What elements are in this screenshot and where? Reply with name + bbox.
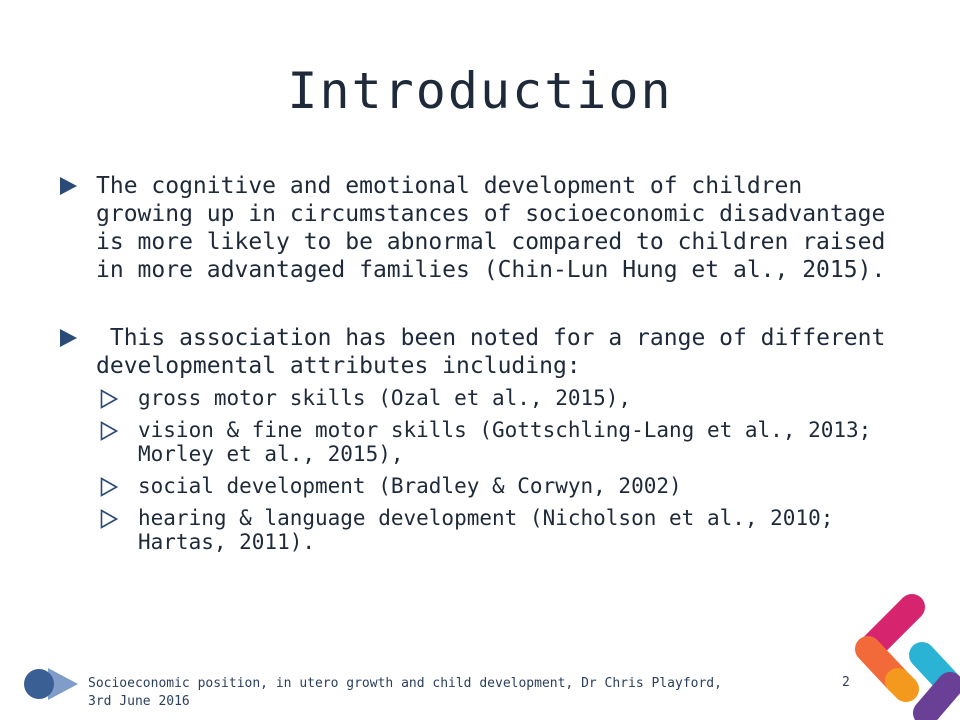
sub-bullet-3-text: social development (Bradley & Corwyn, 2002) — [138, 474, 682, 498]
bullet-arrow-icon — [60, 177, 77, 195]
slide-content — [60, 172, 900, 562]
outline-arrow-icon — [100, 389, 118, 409]
sub-bullet-1 — [100, 386, 900, 410]
sub-bullet-2-text: vision & fine motor skills (Gottschling-Lang et al., 2013; Morley et al., 2015), — [138, 418, 872, 466]
bullet-1-text: The cognitive and emotional development of children growing up in circumstances of socioeconomic disadvantage is more likely to be abnormal compared to children raised in more advantaged families (Chin-Lun Hung et al., 2015). — [96, 173, 886, 283]
slide-title: Introduction — [287, 62, 673, 120]
sub-bullet-list — [100, 386, 900, 554]
bullet-2 — [60, 324, 900, 380]
slide-footer: Socioeconomic position, in utero growth and child development, Dr Chris Playford, 3rd June 2016 — [88, 676, 722, 709]
sub-bullet-2 — [100, 418, 900, 466]
bullet-2-text: This association has been noted for a range of different developmental attributes including: — [96, 325, 900, 379]
outline-arrow-icon — [100, 509, 118, 529]
bullet-arrow-icon — [60, 329, 77, 347]
brand-logo-left-icon — [20, 664, 80, 704]
outline-arrow-icon — [100, 477, 118, 497]
sub-bullet-4-text: hearing & language development (Nicholson et al., 2010; Hartas, 2011). — [138, 506, 834, 554]
page-number: 2 — [842, 675, 850, 690]
brand-logo-right-icon — [840, 585, 960, 720]
sub-bullet-3 — [100, 474, 900, 498]
sub-bullet-1-text: gross motor skills (Ozal et al., 2015), — [138, 386, 632, 410]
bullet-1 — [60, 172, 900, 284]
sub-bullet-4 — [100, 506, 900, 554]
outline-arrow-icon — [100, 421, 118, 441]
